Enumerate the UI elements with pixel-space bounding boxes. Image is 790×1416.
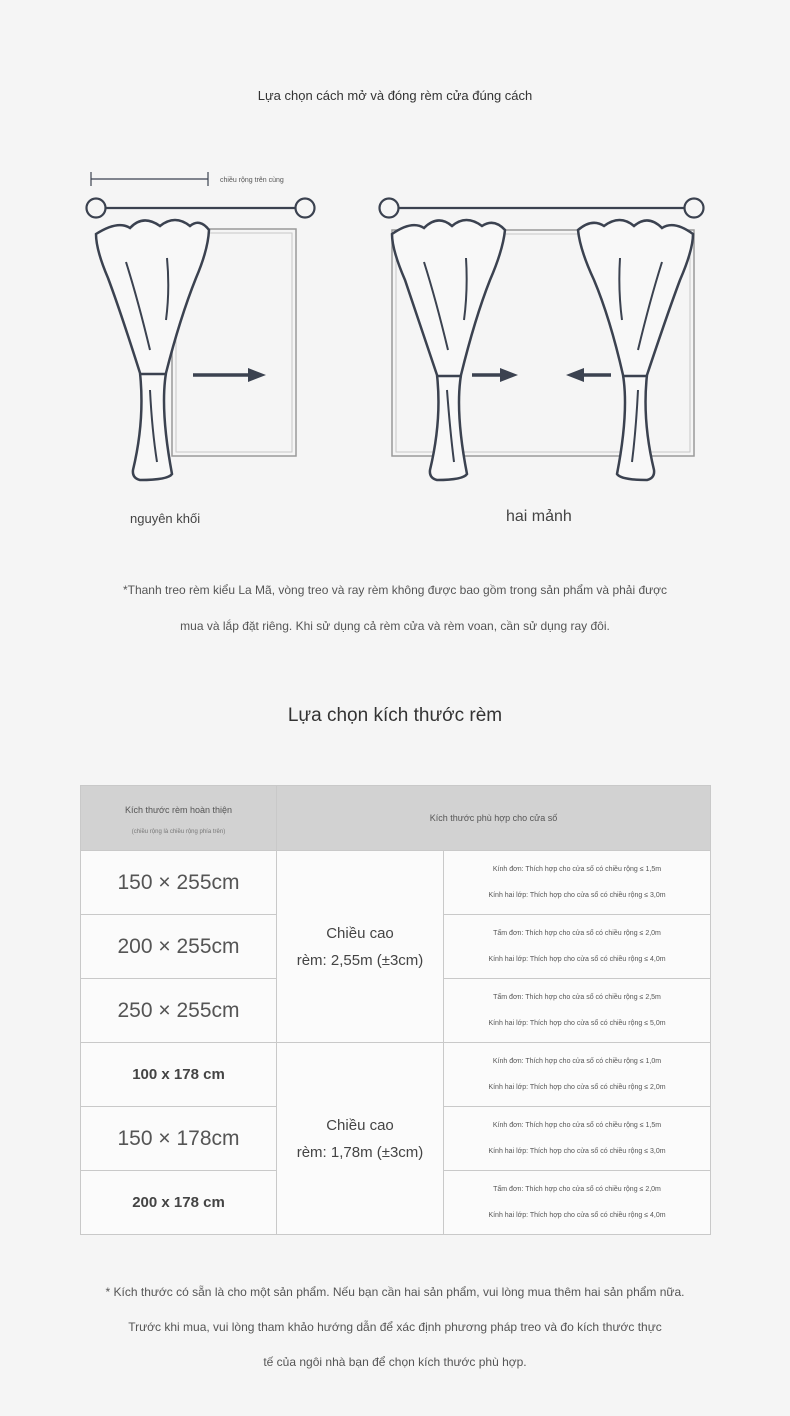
- fit-cell: [444, 915, 711, 979]
- header-window-fit: Kích thước phù hợp cho cửa số: [277, 786, 711, 851]
- width-dimension-marker: [91, 172, 208, 186]
- size-cell: 150 × 178cm: [81, 1107, 277, 1171]
- height-label: Chiều cao: [326, 1116, 394, 1134]
- height-cell-255: [277, 851, 444, 1043]
- fit-line: Kính hai lớp: Thích hợp cho cửa sổ có chiều rộng ≤ 4,0m: [488, 955, 666, 963]
- size-cell: 200 × 255cm: [81, 915, 277, 979]
- double-panel-illustration: [380, 199, 704, 481]
- size-cell: 200 x 178 cm: [81, 1171, 277, 1235]
- table-header-row: [81, 786, 711, 851]
- fit-line: Kính hai lớp: Thích hợp cho cửa sổ có chiều rộng ≤ 3,0m: [488, 891, 666, 899]
- fit-cell: [444, 1107, 711, 1171]
- height-label: Chiều cao: [326, 924, 394, 942]
- height-value: rèm: 2,55m (±3cm): [296, 951, 424, 969]
- fit-line: Kính đơn: Thích hợp cho cửa sổ có chiều rộng ≤ 1,5m: [492, 1121, 662, 1129]
- width-dimension-label: chiều rộng trên cùng: [220, 177, 284, 184]
- fit-line: Kính hai lớp: Thích hợp cho cửa sổ có chiều rộng ≤ 2,0m: [488, 1083, 666, 1091]
- size-cell: 150 × 255cm: [81, 851, 277, 915]
- table-row: [81, 1043, 711, 1107]
- section-title-size: Lựa chọn kích thước rèm: [287, 705, 503, 726]
- header-finished-size-sub: (chiều rộng là chiều rộng phía trên): [131, 829, 226, 835]
- size-table: [80, 785, 711, 1235]
- fit-cell: [444, 979, 711, 1043]
- fit-cell: [444, 1171, 711, 1235]
- header-finished-size: [81, 786, 277, 851]
- fit-line: Kính hai lớp: Thích hợp cho cửa sổ có chiều rộng ≤ 5,0m: [488, 1019, 666, 1027]
- fit-cell: [444, 1043, 711, 1107]
- fit-line: Kính hai lớp: Thích hợp cho cửa sổ có chiều rộng ≤ 4,0m: [488, 1211, 666, 1219]
- double-panel-label: hai mảnh: [506, 508, 572, 525]
- fit-line: Kính hai lớp: Thích hợp cho cửa sổ có chiều rộng ≤ 3,0m: [488, 1147, 666, 1155]
- single-panel-label: nguyên khối: [130, 511, 201, 526]
- curtain-diagram: [0, 160, 790, 500]
- fit-line: Kính đơn: Thích hợp cho cửa số có chiều rộng ≤ 1,5m: [492, 865, 662, 873]
- height-value: rèm: 1,78m (±3cm): [296, 1143, 424, 1161]
- fit-line: Tấm đơn: Thích hợp cho cửa sổ có chiều rộng ≤ 2,0m: [493, 929, 661, 937]
- header-finished-size-main: Kích thước rèm hoàn thiện: [125, 805, 232, 815]
- fit-cell: [444, 851, 711, 915]
- size-cell: 250 × 255cm: [81, 979, 277, 1043]
- rail-note-line-2: mua và lắp đặt riêng. Khi sử dụng cả rèm cửa và rèm voan, cần sử dụng ray đôi.: [180, 619, 610, 633]
- single-panel-illustration: [87, 199, 315, 481]
- fit-line: Tấm đơn: Thích hợp cho cửa sổ có chiều rộng ≤ 2,5m: [493, 993, 661, 1001]
- rail-note-line-1: *Thanh treo rèm kiểu La Mã, vòng treo và ray rèm không được bao gồm trong sản phẩm và phải được: [122, 583, 668, 597]
- section-title-open-close: Lựa chọn cách mở và đóng rèm cửa đúng cách: [257, 88, 533, 103]
- size-cell: 100 x 178 cm: [81, 1043, 277, 1107]
- footnote-line-2: Trước khi mua, vui lòng tham khảo hướng dẫn để xác định phương pháp treo và đo kích thước thực: [128, 1320, 662, 1334]
- footnote-line-3: tế của ngôi nhà bạn để chọn kích thước phù hợp.: [263, 1355, 527, 1369]
- height-cell-178: [277, 1043, 444, 1235]
- table-row: [81, 851, 711, 915]
- footnote-line-1: * Kích thước có sẵn là cho một sản phẩm. Nếu bạn cần hai sản phẩm, vui lòng mua thêm hai sản phẩm nữa.: [105, 1285, 685, 1299]
- fit-line: Tấm đơn: Thích hợp cho cửa sổ có chiều rộng ≤ 2,0m: [493, 1185, 661, 1193]
- fit-line: Kính đơn: Thích hợp cho cửa số có chiều rộng ≤ 1,0m: [492, 1057, 662, 1065]
